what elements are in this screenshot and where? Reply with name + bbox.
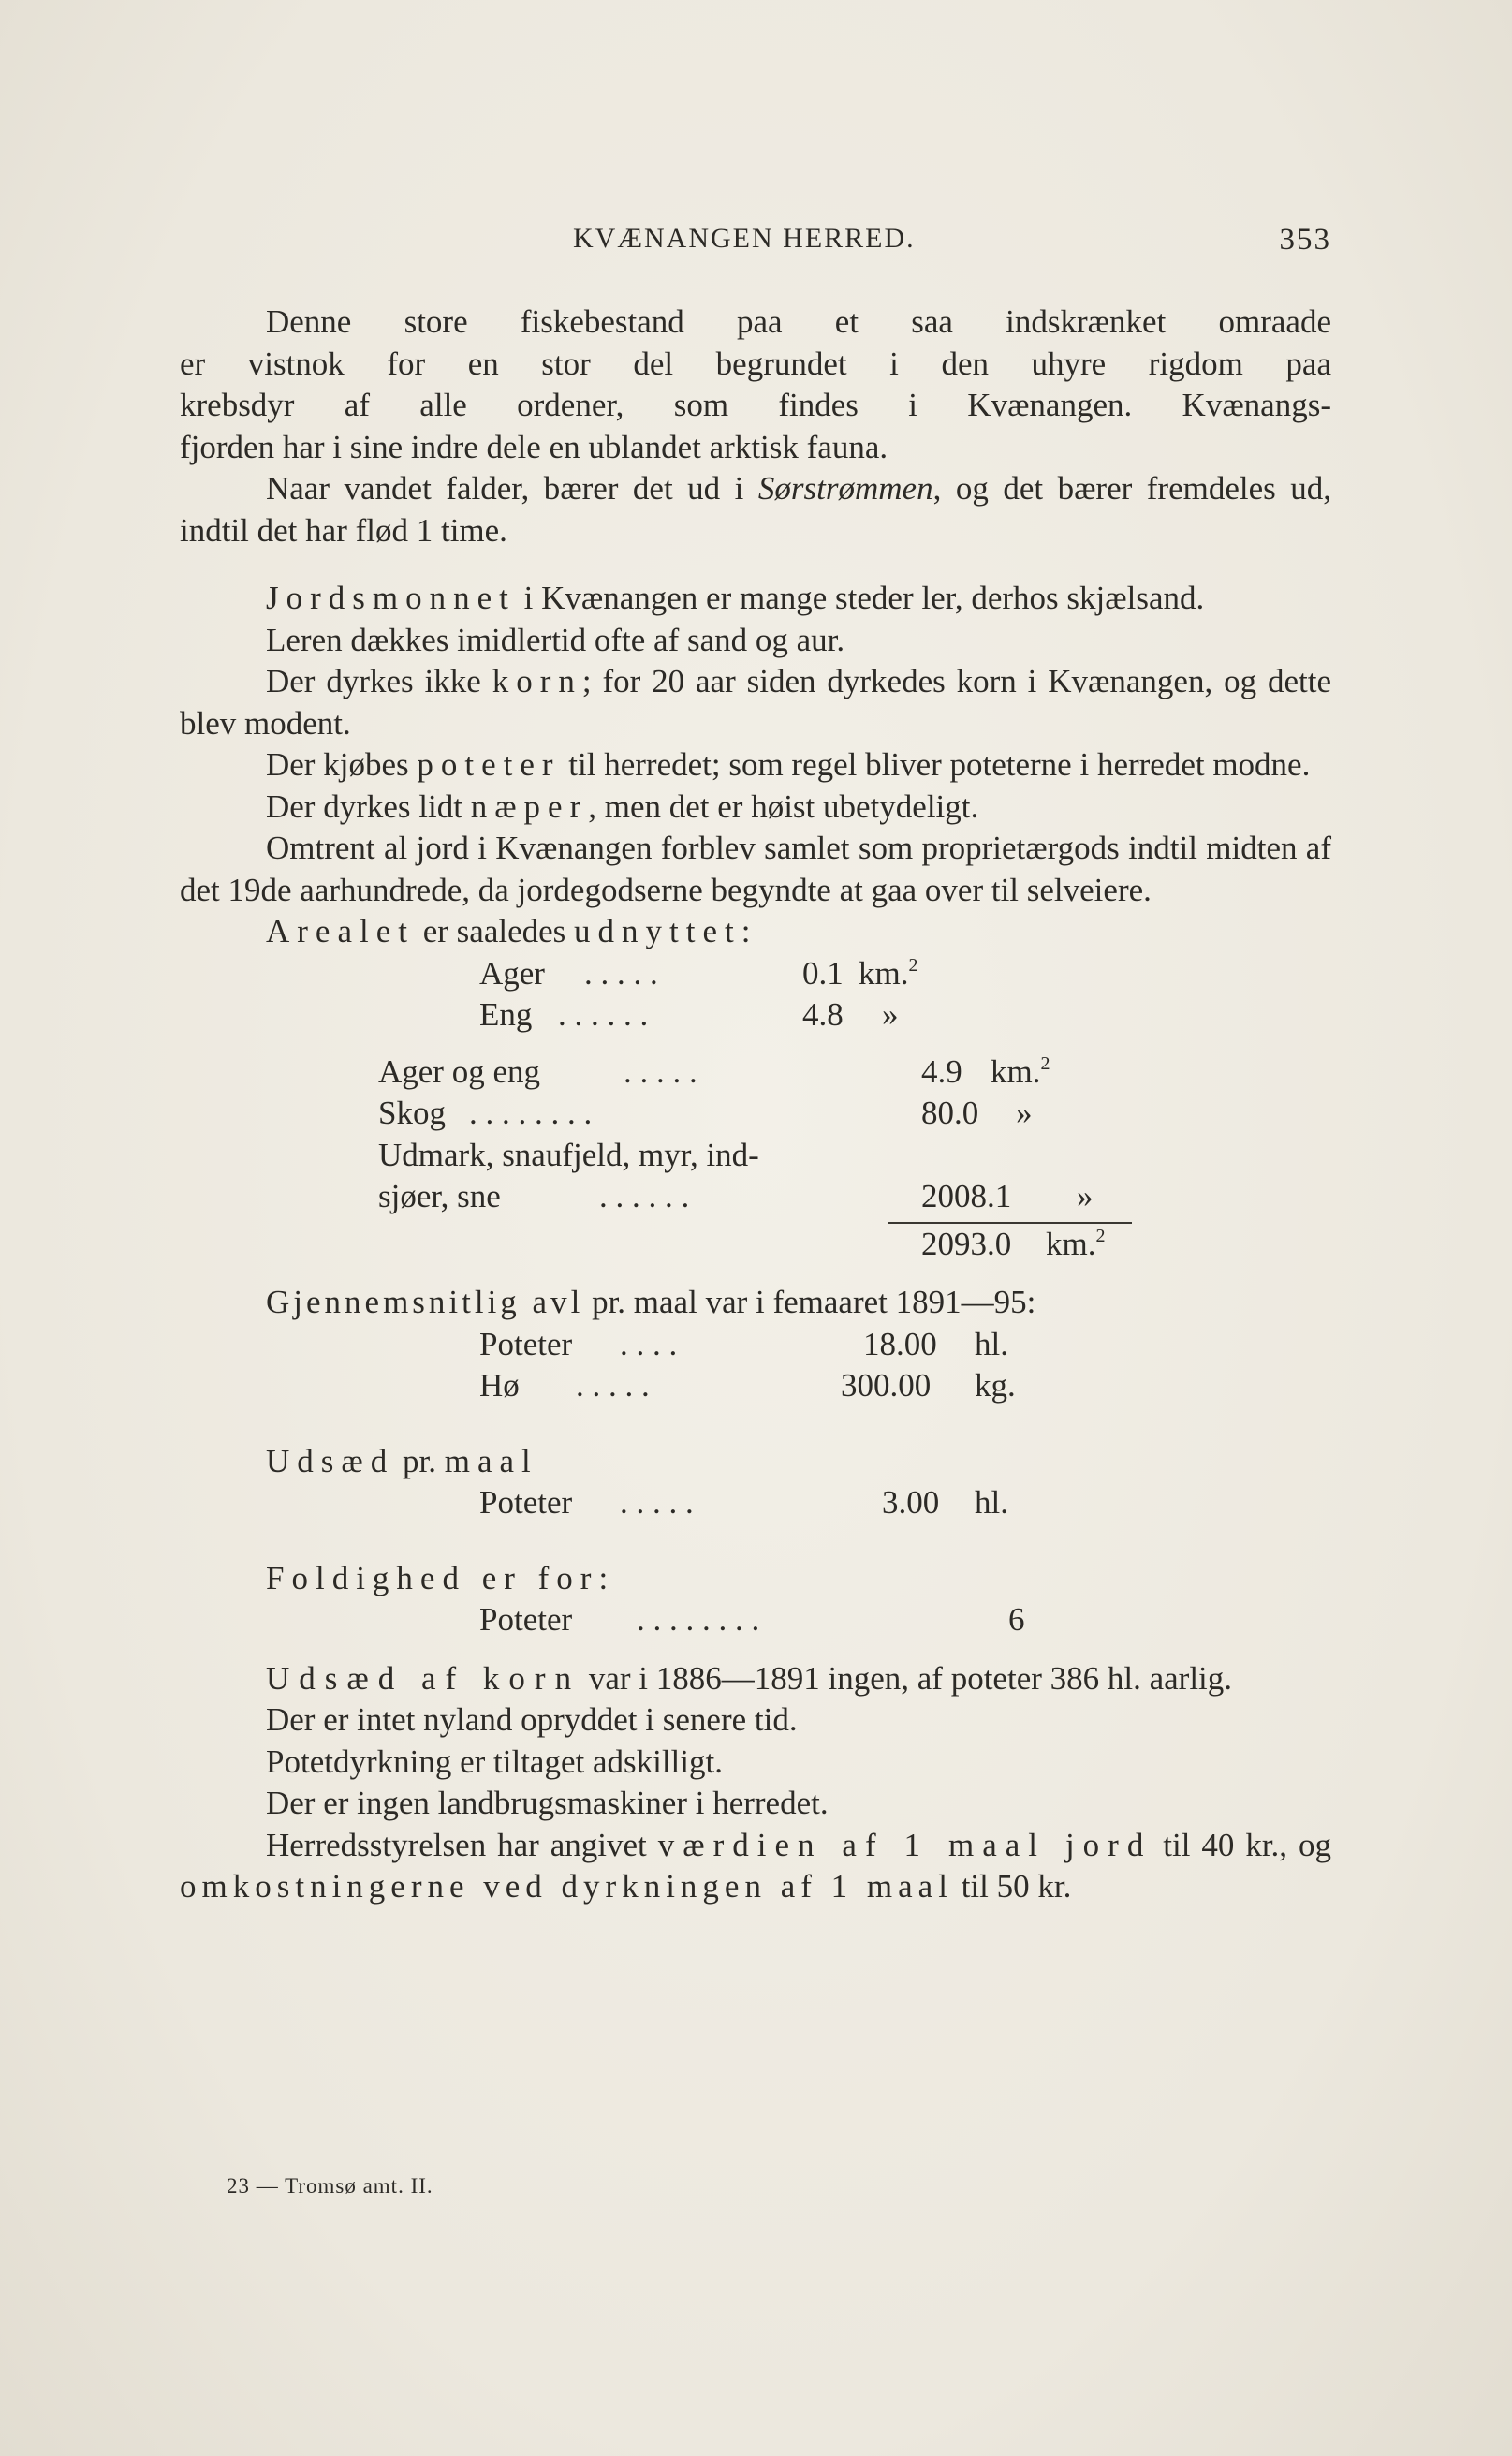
row-value: 80.0 [921, 1095, 979, 1131]
text-run: pr. [394, 1442, 445, 1479]
paragraph-naeper [180, 787, 1331, 829]
leader-dots: . . . . . [624, 1052, 697, 1090]
paragraph-poteter [180, 744, 1331, 787]
table-row-total [180, 1224, 1331, 1266]
leader-dots: . . . . . . [599, 1178, 690, 1214]
spaced-term: poteter [417, 746, 561, 783]
text-run: Der dyrkes ikke [266, 663, 492, 699]
paragraph-udsaed [180, 1441, 1331, 1483]
row-label: Skog [378, 1095, 446, 1131]
paragraph-korn [180, 661, 1331, 744]
paragraph-vandet [180, 468, 1331, 551]
paragraph-foldighed [180, 1558, 1331, 1600]
superscript: 2 [1095, 1225, 1106, 1246]
spaced-term: omkostningerne ved dyrkningen af 1 maal [180, 1868, 953, 1905]
leader-dots: . . . . . [620, 1484, 694, 1521]
text-line: Denne store fiskebestand paa et saa indskrænket omraade [266, 303, 1331, 340]
row-unit [859, 953, 917, 995]
paragraph-leren: Leren dækkes imidlertid ofte af sand og aur. [266, 621, 845, 658]
row-label: Udmark, snaufjeld, myr, ind- [378, 1136, 759, 1173]
table-row [180, 1365, 1331, 1407]
spaced-term: maal [444, 1442, 538, 1479]
text-run: er saaledes [414, 913, 575, 949]
spacer [180, 1407, 1331, 1441]
text-line: fjorden har i sine indre dele en ublandet arktisk fauna. [180, 428, 888, 465]
row-unit: » [882, 996, 899, 1033]
spacer [180, 1037, 1331, 1052]
leader-dots: . . . . . . . . [637, 1601, 760, 1638]
paragraph-nyland: Der er intet nyland opryddet i senere tid. [266, 1701, 798, 1738]
row-label: Ager [479, 954, 545, 992]
text-run: , og det bærer fremdeles ud, indtil det har flød 1 time. [180, 470, 1332, 549]
place-name: Sørstrømmen [757, 470, 933, 507]
text-run: ; for 20 aar siden dyrkedes korn i Kvænangen, og dette blev modent. [180, 663, 1331, 742]
spaced-term: korn [492, 663, 582, 699]
superscript: 2 [1040, 1052, 1050, 1074]
text-run: Herredsstyrelsen har angivet [266, 1826, 658, 1863]
paragraph-potetdyrkning: Potetdyrkning er tiltaget adskilligt. [266, 1743, 723, 1780]
row-label: sjøer, sne [378, 1178, 501, 1214]
spacer [180, 1265, 1331, 1282]
table-row [180, 1599, 1331, 1641]
row-unit: » [1016, 1095, 1033, 1131]
spaced-term: Jordsmonnet [266, 580, 516, 616]
text-run: til herredet; som regel bliver poteterne i herredet modne. [560, 746, 1311, 783]
text-run: pr. maal var i femaaret 1891—95: [583, 1284, 1036, 1320]
row-unit: hl. [975, 1484, 1008, 1521]
spacer [180, 1641, 1331, 1658]
leader-dots: . . . . . [584, 954, 658, 992]
row-unit: kg. [975, 1367, 1016, 1404]
page-number: 353 [1279, 223, 1331, 257]
foldighed-table [180, 1599, 1331, 1641]
row-unit [991, 1052, 1050, 1094]
spaced-term: Foldighed er for: [266, 1559, 616, 1596]
text-run: til 40 kr., og [1152, 1826, 1331, 1863]
text-run: Der kjøbes [266, 746, 418, 783]
paragraph-jordsmonnet [180, 578, 1331, 620]
running-header [180, 223, 1331, 260]
table-row [180, 1176, 1331, 1218]
row-value: 4.8 [802, 996, 844, 1033]
header-title: KVÆNANGEN HERRED. [573, 223, 916, 254]
text-run: var i 1886—1891 ingen, af poteter 386 hl. aarlig. [580, 1659, 1233, 1697]
avl-table [180, 1324, 1331, 1407]
leader-dots: . . . . . . . . [469, 1095, 593, 1131]
row-value: 300.00 [841, 1367, 932, 1404]
text-line: krebsdyr af alle ordener, som findes i Kvænangen. Kvænangs- [180, 387, 1331, 423]
text-line: er vistnok for en stor del begrundet i den uhyre rigdom paa [180, 345, 1331, 382]
spaced-term: værdien af 1 maal jord [657, 1826, 1152, 1863]
text-run: i Kvænangen er mange steder ler, derhos skjælsand. [515, 580, 1205, 616]
spaced-term: Gjennemsnitlig avl [266, 1284, 584, 1320]
area-table [180, 953, 1331, 1266]
row-label: Poteter [479, 1325, 573, 1362]
text-run: : [741, 913, 751, 949]
spaced-term: Arealet [266, 913, 415, 949]
leader-dots: . . . . . . [558, 996, 649, 1033]
udsaed-table [180, 1482, 1331, 1524]
spaced-term: næper [470, 787, 589, 825]
table-row [180, 953, 1331, 995]
unit-text: km. [859, 954, 909, 992]
row-label: Ager og eng [378, 1052, 541, 1090]
leader-dots: . . . . [620, 1325, 678, 1362]
spaced-term: Udsæd [266, 1442, 395, 1479]
spaced-term: Udsæd af korn [266, 1659, 581, 1697]
spacer [180, 551, 1331, 578]
row-label: Hø [479, 1367, 520, 1404]
page-body [180, 301, 1331, 1908]
paragraph-vaerdien [180, 1825, 1331, 1908]
paragraph-arealet [180, 911, 1331, 953]
paragraph-fiskebestand [180, 301, 1331, 468]
leader-dots: . . . . . [576, 1367, 650, 1404]
paragraph-maskiner: Der er ingen landbrugsmaskiner i herredet. [266, 1785, 829, 1821]
paragraph-udsaed-korn [180, 1658, 1331, 1700]
table-row [180, 994, 1331, 1037]
signature-mark: 23 — Tromsø amt. II. [227, 2174, 433, 2198]
row-unit [1046, 1224, 1105, 1266]
table-row [180, 1482, 1331, 1524]
row-value: 2008.1 [921, 1178, 1012, 1214]
spaced-term: udnyttet [574, 913, 741, 949]
table-row [180, 1324, 1331, 1366]
spacer [180, 1524, 1331, 1558]
row-label: Poteter [479, 1601, 573, 1638]
row-value: 18.00 [863, 1325, 937, 1362]
text-run: , men det er høist ubetydeligt. [588, 787, 979, 825]
text-run: til 50 kr. [952, 1868, 1072, 1905]
row-value: 3.00 [882, 1484, 940, 1521]
paragraph-jordegods: Omtrent al jord i Kvænangen forblev samlet som proprietærgods indtil midten af det 19de aarhundrede, da jordegodserne begyndte at gaa over til selveiere. [180, 830, 1331, 908]
row-value: 6 [1008, 1601, 1025, 1638]
row-value: 4.9 [921, 1052, 962, 1090]
superscript: 2 [908, 954, 918, 976]
table-row [180, 1093, 1331, 1135]
total-value: 2093.0 [921, 1225, 1012, 1262]
row-unit: hl. [975, 1325, 1008, 1362]
unit-text: km. [1046, 1225, 1096, 1262]
row-unit: » [1077, 1178, 1094, 1214]
unit-text: km. [991, 1052, 1041, 1090]
row-value: 0.1 [802, 954, 844, 992]
table-row [180, 1135, 1331, 1177]
row-label: Poteter [479, 1484, 573, 1521]
row-label: Eng [479, 996, 533, 1033]
text-run: Naar vandet falder, bærer det ud i [266, 470, 758, 507]
text-run: Der dyrkes lidt [266, 787, 471, 825]
paragraph-avl [180, 1282, 1331, 1324]
table-row [180, 1052, 1331, 1094]
